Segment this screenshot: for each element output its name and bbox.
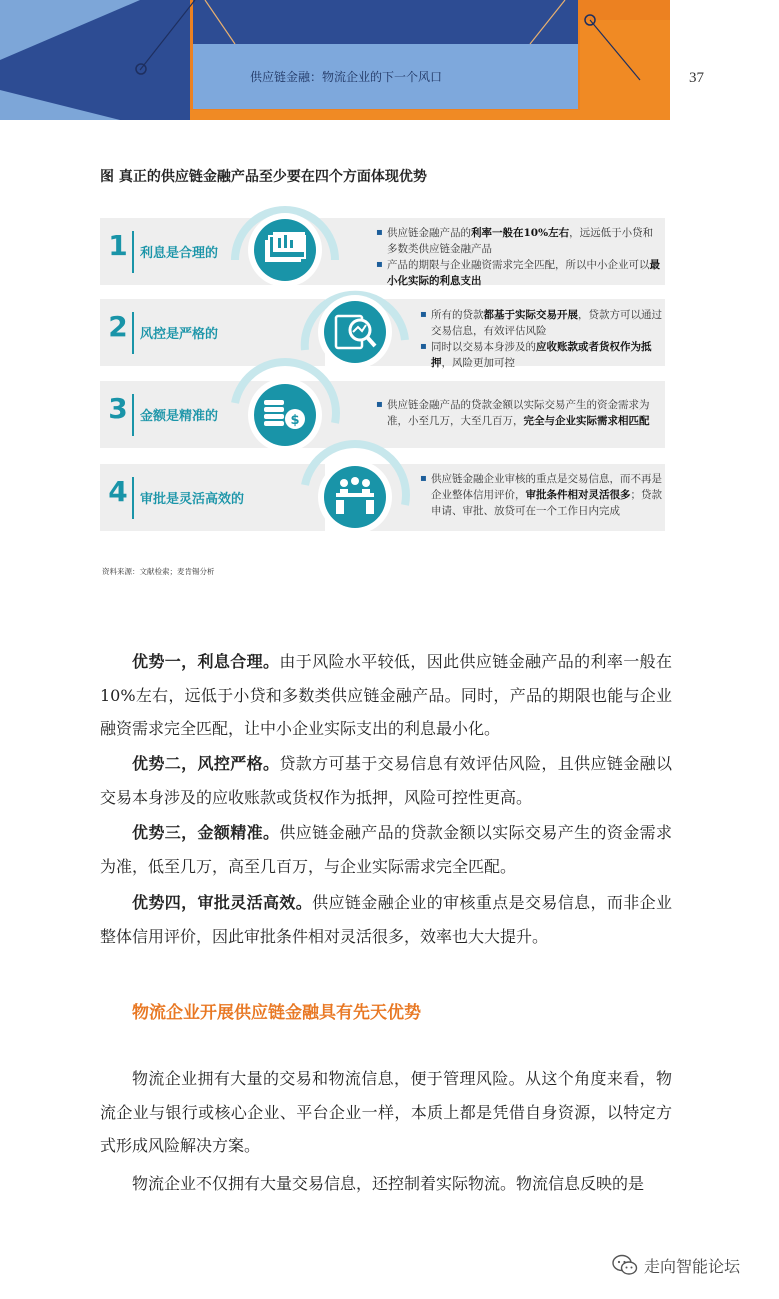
paragraph-logistics-1: 物流企业拥有大量的交易和物流信息，便于管理风险。从这个角度来看，物流企业与银行或核心企业、平台企业一样，本质上都是凭借自身资源，以特定方式形成风险解决方案。 [100,1069,672,1155]
panel-number: 4 [108,475,128,508]
paragraph-text: 供应链金融产品的贷款金额以实际交易产生的资金需求为准，低至几万，高至几百万，与企业实际需求完全匹配。 [100,823,672,876]
banner-caption: 供应链金融：物流企业的下一个风口 [250,70,443,84]
panel-4-bullets [420,471,662,519]
panel-divider [132,477,134,519]
bullet-item: ▪ 供应链金融企业审核的重点是交易信息，而不再是企业整体信用评价，审批条件相对灵活很多；贷款申请、审批、放贷可在一个工作日内完成 [420,471,662,519]
panel-3-bullets [376,397,661,429]
paragraph-text: 贷款方可基于交易信息有效评估风险，且供应链金融以交易本身涉及的应收账款或货权作为抵押，风险可控性更高。 [100,754,672,807]
page-number: 37 [689,70,704,86]
svg-text:$: $ [290,413,300,428]
paragraph-text: 由于风险水平较低，因此供应链金融产品的利率一般在10%左右，远低于小贷和多数类供应链金融产品。同时，产品的期限也能与企业融资需求完全匹配，让中小企业实际支出的利息最小化。 [100,652,672,738]
panel-label: 审批是灵活高效的 [140,492,245,507]
meeting-icon [305,444,406,534]
panel-2-bullets [420,307,662,371]
watermark-text: 走向智能论坛 [644,1256,741,1276]
paragraph-advantage-3 [100,816,672,883]
wechat-icon [612,1254,638,1276]
bullet-item: ▪ 供应链金融产品的贷款金额以实际交易产生的资金需求为准，小至几万，大至几百万，完全与企业实际需求相匹配 [376,397,661,429]
paragraph-lead: 优势一，利息合理。 [132,652,280,671]
header-banner [0,0,670,120]
section-heading: 物流企业开展供应链金融具有先天优势 [132,1003,421,1023]
paragraph-text: 供应链金融企业的审核重点是交易信息，而非企业整体信用评价，因此审批条件相对灵活很多，效率也大大提升。 [100,893,672,946]
figure-source: 资料来源：文献检索；麦肯锡分析 [102,567,215,576]
panel-divider [132,231,134,273]
panel-label: 风控是严格的 [140,327,219,342]
panel-number: 1 [108,229,128,262]
panel-1-bullets [376,225,661,289]
paragraph-advantage-2 [100,747,672,814]
paragraph-advantage-4 [100,886,672,953]
paragraph-lead: 优势二，风控严格。 [132,754,280,773]
risk-analysis-icon [305,295,405,369]
bullet-item: ▪ 所有的贷款都基于实际交易开展，贷款方可以通过交易信息，有效评估风险 [420,307,662,339]
bullet-item: ▪ 同时以交易本身涉及的应收账款或者货权作为抵押，风险更加可控 [420,339,662,371]
panel-number: 3 [108,392,128,425]
panel-number: 2 [108,310,128,343]
figure-title: 图 真正的供应链金融产品至少要在四个方面体现优势 [100,169,427,185]
panel-divider [132,312,134,354]
paragraph-lead: 优势四，审批灵活高效。 [132,893,313,912]
panel-divider [132,394,134,436]
paragraph-logistics-2: 物流企业不仅拥有大量交易信息，还控制着实际物流。物流信息反映的是 [132,1174,645,1193]
money-stack-icon [235,210,335,287]
panel-label: 利息是合理的 [140,246,219,261]
paragraph-lead: 优势三，金额精准。 [132,823,280,842]
bullet-item: ▪ 供应链金融产品的利率一般在10%左右，远远低于小贷和多数类供应链金融产品 [376,225,661,257]
coins-icon [235,362,336,452]
paragraph-advantage-1 [100,645,672,746]
panel-label: 金额是精准的 [140,409,219,424]
watermark [612,1252,740,1278]
banner-graphic [0,0,670,120]
bullet-item: ▪ 产品的期限与企业融资需求完全匹配，所以中小企业可以最小化实际的利息支出 [376,257,661,289]
